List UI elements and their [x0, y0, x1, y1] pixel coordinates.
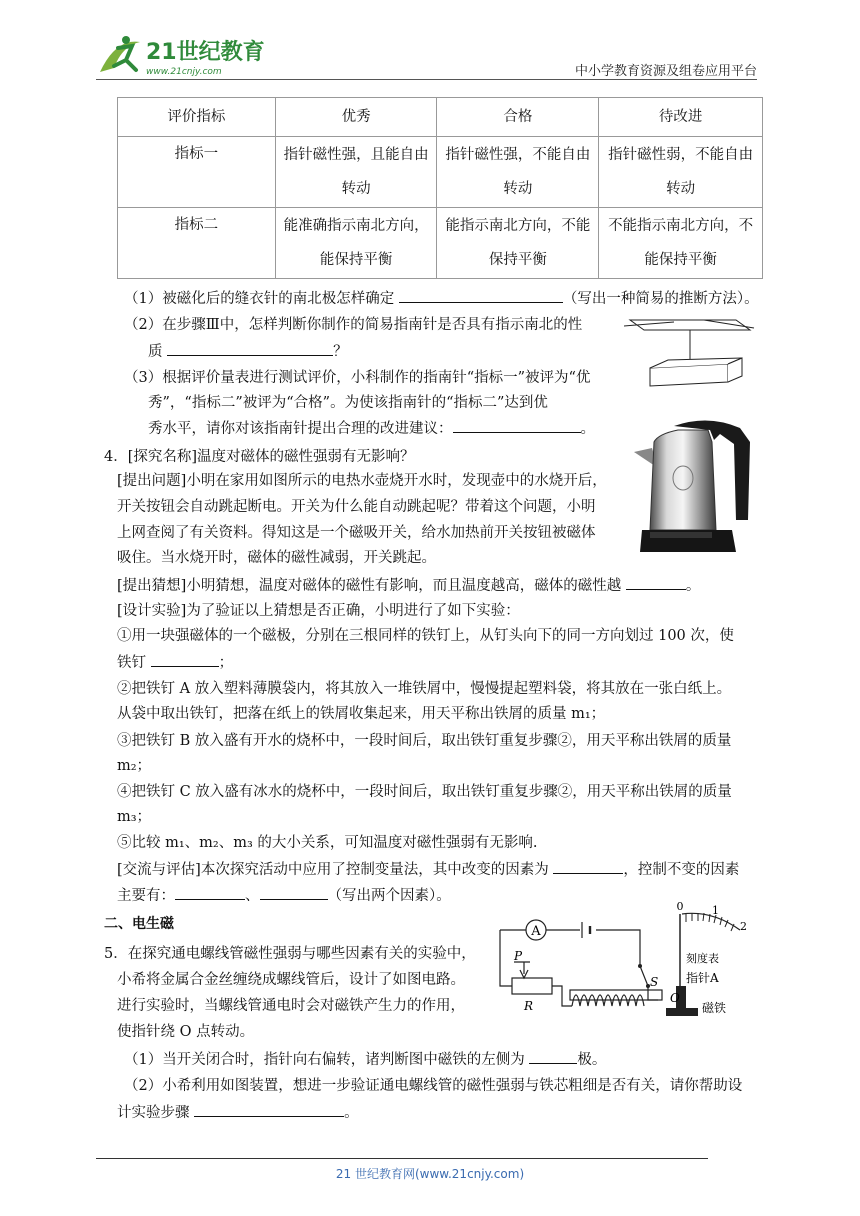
answer-blank[interactable] [175, 885, 245, 900]
table-header: 合格 [437, 98, 599, 137]
section-title: 二、电生磁 [104, 916, 174, 932]
q3-part1: （1）被磁化后的缝衣针的南北极怎样确定 （写出一种简易的推断方法）。 [124, 288, 759, 309]
rheostat-p-label: P [514, 949, 523, 963]
q3-part2-line1: （2）在步骤Ⅲ中，怎样判断你制作的简易指南针是否具有指示南北的性 [124, 317, 583, 333]
scale-tick-label: 1 [712, 904, 719, 917]
q4-step4: ④把铁钉 C 放入盛有冰水的烧杯中，一段时间后，取出铁钉重复步骤②，用天平称出铁屑的质量 [117, 784, 732, 800]
table-cell: 指针磁性弱，不能自由 转动 [599, 137, 763, 208]
evaluation-table [117, 97, 763, 279]
q5-text: 小希将金属合金丝缠绕成螺线管后，设计了如图电路。 [117, 972, 465, 988]
q4-step3-cont: m₂； [117, 758, 152, 774]
answer-blank[interactable] [553, 859, 623, 874]
q4-hypothesis: [提出猜想]小明猜想，温度对磁体的磁性有影响，而且温度越高，磁体的磁性越 。 [117, 575, 700, 596]
kettle-image [628, 412, 758, 564]
q5-part2-cont: 计实验步骤 。 [117, 1102, 359, 1123]
rheostat-icon [512, 978, 552, 994]
pointer-label: 指针A [686, 971, 719, 985]
q4-step1: ①用一块强磁体的一个磁极，分别在三根同样的铁钉上，从钉头向下的同一方向划过 100 次，使 [117, 628, 734, 644]
site-logo [96, 32, 266, 80]
magnet-icon [666, 1008, 698, 1016]
table-row [118, 137, 763, 208]
q4-step2: ②把铁钉 A 放入塑料薄膜袋内，将其放入一堆铁屑中，慢慢提起塑料袋，将其放在一张白纸上。 [117, 681, 732, 697]
q3-part2-line2: 质 ？ [148, 341, 348, 362]
logo-url: www.21cnjy.com [146, 67, 222, 77]
answer-blank[interactable] [529, 1049, 577, 1064]
q5-text: 进行实验时，当螺线管通电时会对磁铁产生力的作用， [117, 998, 465, 1014]
scale-label: 刻度表 [686, 952, 719, 965]
switch-label: S [650, 975, 659, 989]
answer-blank[interactable] [151, 652, 219, 667]
header-divider [96, 79, 757, 80]
q4-step5: ⑤比较 m₁、m₂、m₃ 的大小关系，可知温度对磁性强弱有无影响. [117, 835, 538, 851]
table-cell: 能准确指示南北方向， 能保持平衡 [275, 208, 437, 279]
row-label: 指标二 [118, 208, 276, 279]
table-header: 评价指标 [118, 98, 276, 137]
resistor-label: R [524, 999, 534, 1013]
table-cell: 不能指示南北方向，不 能保持平衡 [599, 208, 763, 279]
q4-evaluation-cont: 主要有： 、 （写出两个因素）。 [117, 885, 451, 906]
table-cell: 指针磁性强，不能自由 转动 [437, 137, 599, 208]
q4-evaluation: [交流与评估]本次探究活动中应用了控制变量法，其中改变的因素为 ，控制不变的因素 [117, 859, 739, 880]
logo-text: 21世纪教育 [146, 40, 265, 65]
q4-text: 吸住。当水烧开时，磁体的磁性减弱，开关跳起。 [117, 550, 436, 566]
q5-text: 使指针绕 O 点转动。 [117, 1024, 255, 1040]
q3-part3-line3: 秀水平，请你对该指南针提出合理的改进建议： 。 [148, 418, 595, 439]
q4-text: 上网查阅了有关资料。得知这是一个磁吸开关，给水加热前开关按钮被磁体 [117, 525, 596, 541]
answer-blank[interactable] [260, 885, 328, 900]
q4-step2-cont: 从袋中取出铁钉，把落在纸上的铁屑收集起来，用天平称出铁屑的质量 m₁； [117, 706, 606, 722]
q4-text: [提出问题]小明在家用如图所示的电热水壶烧开水时，发现壶中的水烧开后， [117, 473, 607, 489]
q5-part1: （1）当开关闭合时，指针向右偏转，诸判断图中磁铁的左侧为 极。 [124, 1049, 606, 1070]
scale-tick-label: 2 [740, 920, 747, 933]
q5-text: 5．在探究通电螺线管磁性强弱与哪些因素有关的实验中， [104, 946, 476, 962]
circuit-diagram [490, 900, 760, 1026]
answer-blank[interactable] [194, 1102, 344, 1117]
footer-text[interactable]: 21 世纪教育网(www.21cnjy.com) [335, 1167, 525, 1181]
answer-blank[interactable] [399, 288, 563, 303]
magnet-label: 磁铁 [702, 1001, 727, 1015]
q4-title: 4．[探究名称]温度对磁体的磁性强弱有无影响？ [104, 449, 415, 465]
scale-tick-label: 0 [676, 900, 684, 913]
table-cell: 指针磁性强，且能自由 转动 [275, 137, 437, 208]
table-header: 待改进 [599, 98, 763, 137]
q3-part3-line2: 秀”，“指标二”被评为“合格”。为使该指南针的“指标二”达到优 [148, 395, 548, 411]
answer-blank[interactable] [626, 575, 686, 590]
pivot-label: O [670, 991, 680, 1005]
platform-name: 中小学教育资源及组卷应用平台 [574, 64, 757, 79]
q4-step3: ③把铁钉 B 放入盛有开水的烧杯中，一段时间后，取出铁钉重复步骤②，用天平称出铁屑的质量 [117, 733, 732, 749]
q4-step1-cont: 铁钉 ； [117, 652, 233, 673]
answer-blank[interactable] [167, 341, 333, 356]
table-header-row [118, 98, 763, 137]
answer-blank[interactable] [453, 418, 581, 433]
scale-arc [682, 913, 740, 930]
footer-divider [96, 1158, 708, 1159]
q5-part2: （2）小希利用如图装置，想进一步验证通电螺线管的磁性强弱与铁芯粗细是否有关，请你帮助设 [124, 1078, 743, 1094]
compass-figure [624, 306, 759, 402]
table-cell: 能指示南北方向，不能 保持平衡 [437, 208, 599, 279]
row-label: 指标一 [118, 137, 276, 208]
q4-design: [设计实验]为了验证以上猜想是否正确，小明进行了如下实验： [117, 603, 520, 619]
q3-part3-line1: （3）根据评价量表进行测试评价，小科制作的指南针“指标一”被评为“优 [124, 370, 591, 386]
q4-step4-cont: m₃； [117, 809, 152, 825]
ammeter-label: A [531, 924, 541, 939]
table-header: 优秀 [275, 98, 437, 137]
q4-text: 开关按钮会自动跳起断电。开关为什么能自动跳起呢？带着这个问题，小明 [117, 499, 596, 515]
table-row [118, 208, 763, 279]
